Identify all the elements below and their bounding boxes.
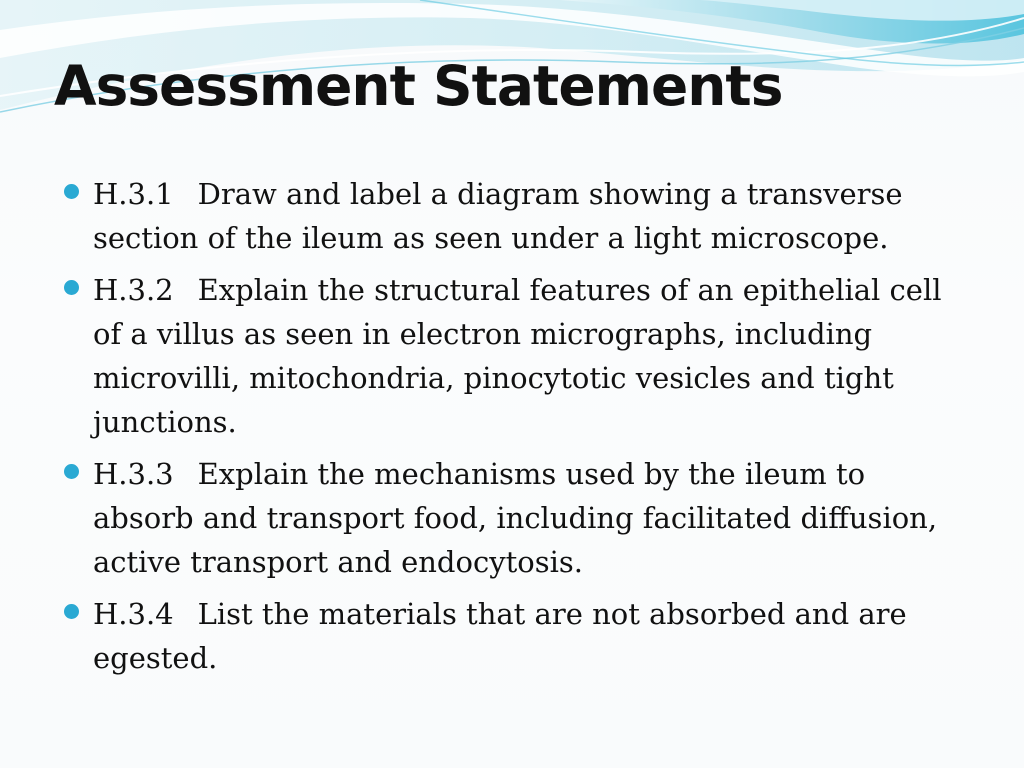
statement-code: H.3.2 xyxy=(93,273,174,307)
statement-text: List the materials that are not absorbed and are egested. xyxy=(93,597,907,675)
assessment-list xyxy=(62,172,962,688)
statement-code: H.3.3 xyxy=(93,457,174,491)
slide-title: Assessment Statements xyxy=(54,54,783,118)
statement-text: Explain the structural features of an epithelial cell of a villus as seen in electron micrographs, including microvilli, mitochondria, pinocytotic vesicles and tight junctions. xyxy=(93,273,942,439)
bullet-dot-icon xyxy=(64,464,79,479)
statement-code: H.3.1 xyxy=(93,177,174,211)
bullet-dot-icon xyxy=(64,184,79,199)
list-item xyxy=(62,172,962,260)
list-item xyxy=(62,268,962,444)
list-item xyxy=(62,452,962,584)
statement-text: Explain the mechanisms used by the ileum to absorb and transport food, including facilitated diffusion, active transport and endocytosis. xyxy=(93,457,938,579)
statement-text: Draw and label a diagram showing a transverse section of the ileum as seen under a light microscope. xyxy=(93,177,903,255)
list-item xyxy=(62,592,962,680)
bullet-dot-icon xyxy=(64,280,79,295)
bullet-dot-icon xyxy=(64,604,79,619)
statement-code: H.3.4 xyxy=(93,597,174,631)
